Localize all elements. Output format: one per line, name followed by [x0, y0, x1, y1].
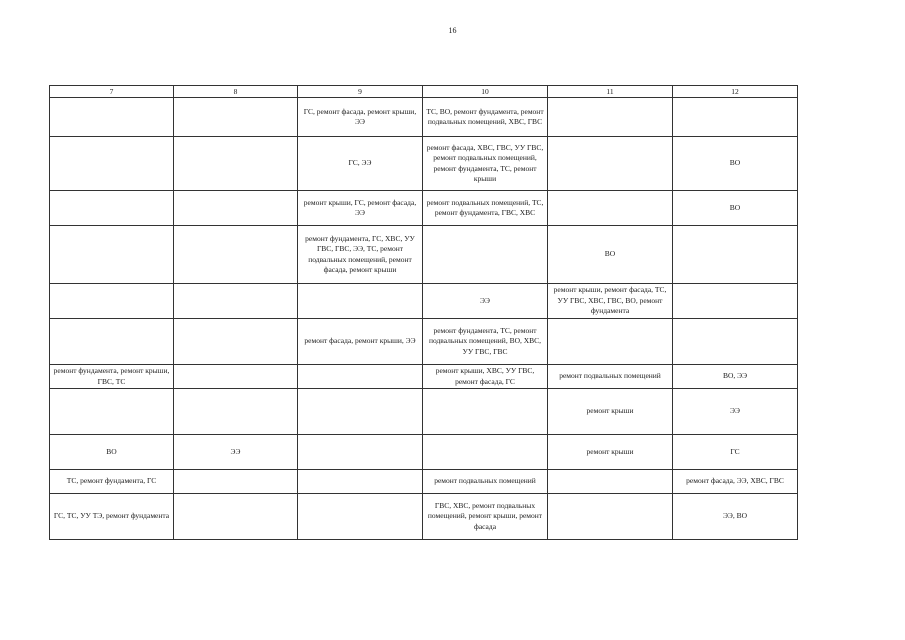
- table-row: [50, 98, 798, 137]
- table-cell: [673, 319, 798, 365]
- table-cell: [673, 98, 798, 137]
- table-cell: ГС, ЭЭ: [298, 137, 423, 191]
- table-cell: [298, 389, 423, 435]
- table-cell: ГС, ТС, УУ ТЭ, ремонт фундамента: [50, 494, 174, 540]
- table-cell: ремонт подвальных помещений, ТС, ремонт фундамента, ГВС, ХВС: [423, 191, 548, 226]
- table-cell: ГВС, ХВС, ремонт подвальных помещений, ремонт крыши, ремонт фасада: [423, 494, 548, 540]
- table-cell: ВО: [673, 191, 798, 226]
- table-cell: ЭЭ, ВО: [673, 494, 798, 540]
- header-row: [50, 86, 798, 98]
- table-cell: [174, 470, 298, 494]
- table-cell: [174, 389, 298, 435]
- table-cell: ремонт подвальных помещений: [423, 470, 548, 494]
- column-header: 8: [174, 86, 298, 98]
- table-cell: [50, 191, 174, 226]
- table-cell: [298, 494, 423, 540]
- table-cell: [50, 284, 174, 319]
- table-cell: ВО: [50, 435, 174, 470]
- table-cell: [548, 470, 673, 494]
- table-cell: [548, 319, 673, 365]
- table-cell: [298, 284, 423, 319]
- table-cell: ремонт крыши, ремонт фасада, ТС, УУ ГВС, ХВС, ГВС, ВО, ремонт фундамента: [548, 284, 673, 319]
- column-header: 12: [673, 86, 798, 98]
- table-row: [50, 319, 798, 365]
- table-cell: [548, 494, 673, 540]
- table-row: [50, 494, 798, 540]
- table-cell: ЭЭ: [174, 435, 298, 470]
- table-cell: ЭЭ: [423, 284, 548, 319]
- table-cell: ремонт фасада, ЭЭ, ХВС, ГВС: [673, 470, 798, 494]
- table-cell: ТС, ремонт фундамента, ГС: [50, 470, 174, 494]
- table-cell: [423, 389, 548, 435]
- table-cell: ТС, ВО, ремонт фундамента, ремонт подвальных помещений, ХВС, ГВС: [423, 98, 548, 137]
- table-cell: ремонт подвальных помещений: [548, 365, 673, 389]
- table-cell: ремонт фасада, ХВС, ГВС, УУ ГВС, ремонт подвальных помещений, ремонт фундамента, ТС, ремонт крыши: [423, 137, 548, 191]
- table-cell: ВО: [673, 137, 798, 191]
- table-cell: [50, 319, 174, 365]
- table-cell: ремонт крыши, ХВС, УУ ГВС, ремонт фасада, ГС: [423, 365, 548, 389]
- work-schedule-table: [49, 85, 798, 540]
- table-cell: [673, 284, 798, 319]
- table-cell: [673, 226, 798, 284]
- table-row: [50, 284, 798, 319]
- table-cell: ЭЭ: [673, 389, 798, 435]
- table-cell: [50, 98, 174, 137]
- table-cell: ремонт крыши: [548, 389, 673, 435]
- table-cell: [50, 389, 174, 435]
- table-cell: [298, 435, 423, 470]
- table-cell: [548, 191, 673, 226]
- table-row: [50, 365, 798, 389]
- table-cell: ГС: [673, 435, 798, 470]
- table-cell: [423, 435, 548, 470]
- table-cell: ремонт фасада, ремонт крыши, ЭЭ: [298, 319, 423, 365]
- table-cell: [298, 365, 423, 389]
- table-row: [50, 470, 798, 494]
- table-cell: [174, 284, 298, 319]
- table-cell: [423, 226, 548, 284]
- table-row: [50, 226, 798, 284]
- table-cell: ремонт крыши, ГС, ремонт фасада, ЭЭ: [298, 191, 423, 226]
- table-cell: [174, 98, 298, 137]
- table-cell: ремонт фундамента, ремонт крыши, ГВС, ТС: [50, 365, 174, 389]
- table-row: [50, 191, 798, 226]
- table-cell: [50, 226, 174, 284]
- column-header: 9: [298, 86, 423, 98]
- table-row: [50, 389, 798, 435]
- column-header: 10: [423, 86, 548, 98]
- page-number: 16: [448, 26, 457, 35]
- table-cell: [174, 319, 298, 365]
- table-cell: [50, 137, 174, 191]
- table-cell: [174, 137, 298, 191]
- table-cell: [174, 494, 298, 540]
- table-cell: ГС, ремонт фасада, ремонт крыши, ЭЭ: [298, 98, 423, 137]
- table-cell: [548, 98, 673, 137]
- table-cell: ВО, ЭЭ: [673, 365, 798, 389]
- table-cell: ВО: [548, 226, 673, 284]
- column-header: 11: [548, 86, 673, 98]
- column-header: 7: [50, 86, 174, 98]
- table-cell: ремонт фундамента, ГС, ХВС, УУ ГВС, ГВС, ЭЭ, ТС, ремонт подвальных помещений, ремонт фасада, ремонт крыши: [298, 226, 423, 284]
- table-cell: [298, 470, 423, 494]
- table-row: [50, 137, 798, 191]
- table-cell: [174, 226, 298, 284]
- table-row: [50, 435, 798, 470]
- table-cell: [174, 191, 298, 226]
- table-cell: ремонт крыши: [548, 435, 673, 470]
- table-cell: ремонт фундамента, ТС, ремонт подвальных помещений, ВО, ХВС, УУ ГВС, ГВС: [423, 319, 548, 365]
- table-cell: [548, 137, 673, 191]
- table-cell: [174, 365, 298, 389]
